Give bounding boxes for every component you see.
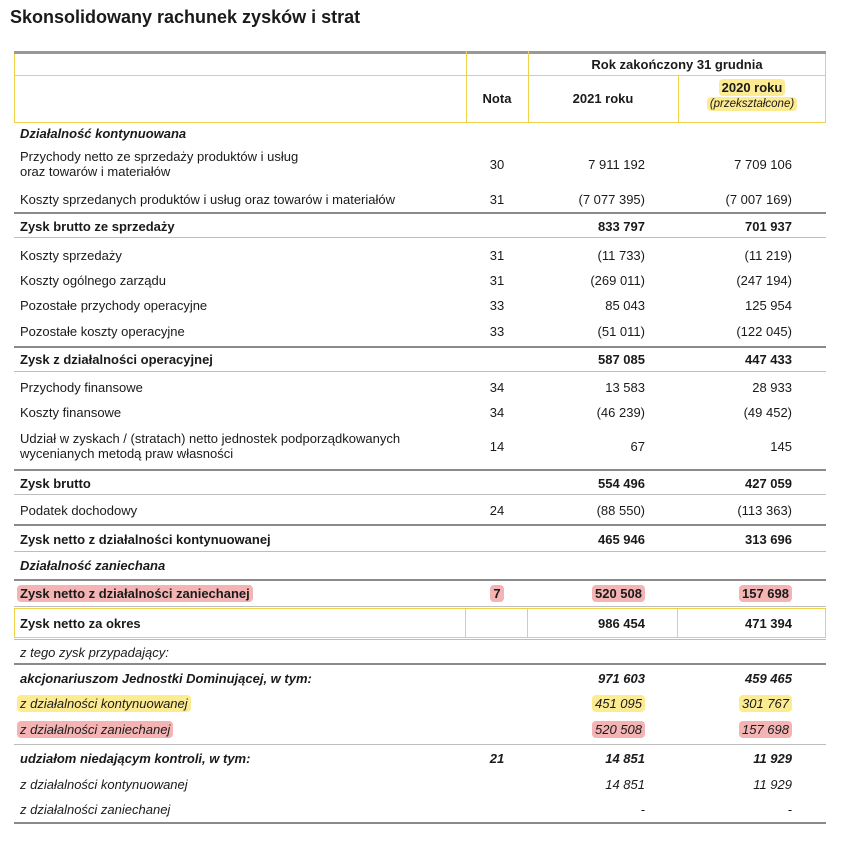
nota-header: Nota [482,91,512,106]
row-separator [14,639,826,640]
page-title: Skonsolidowany rachunek zysków i strat [10,7,361,27]
row-separator [14,822,826,824]
header-divider [528,75,826,76]
row-separator [14,212,826,214]
row-separator [14,371,826,372]
row-separator [14,606,826,607]
year-2020-label: 2020 roku [719,79,786,96]
year-2020-note: (przekształcone) [707,97,797,111]
header-divider [466,51,467,123]
row-separator [14,663,826,665]
row-separator [14,579,826,581]
header-divider [14,75,528,76]
row-separator [14,744,826,745]
year-2020-header [678,80,826,110]
period-header: Rok zakończony 31 grudnia [591,57,763,72]
row-separator [14,469,826,471]
row-separator [14,237,826,238]
year-2021-header: 2021 roku [572,91,634,106]
row-separator [14,524,826,526]
row-separator [14,551,826,552]
row-separator [14,494,826,495]
row-separator [14,346,826,348]
